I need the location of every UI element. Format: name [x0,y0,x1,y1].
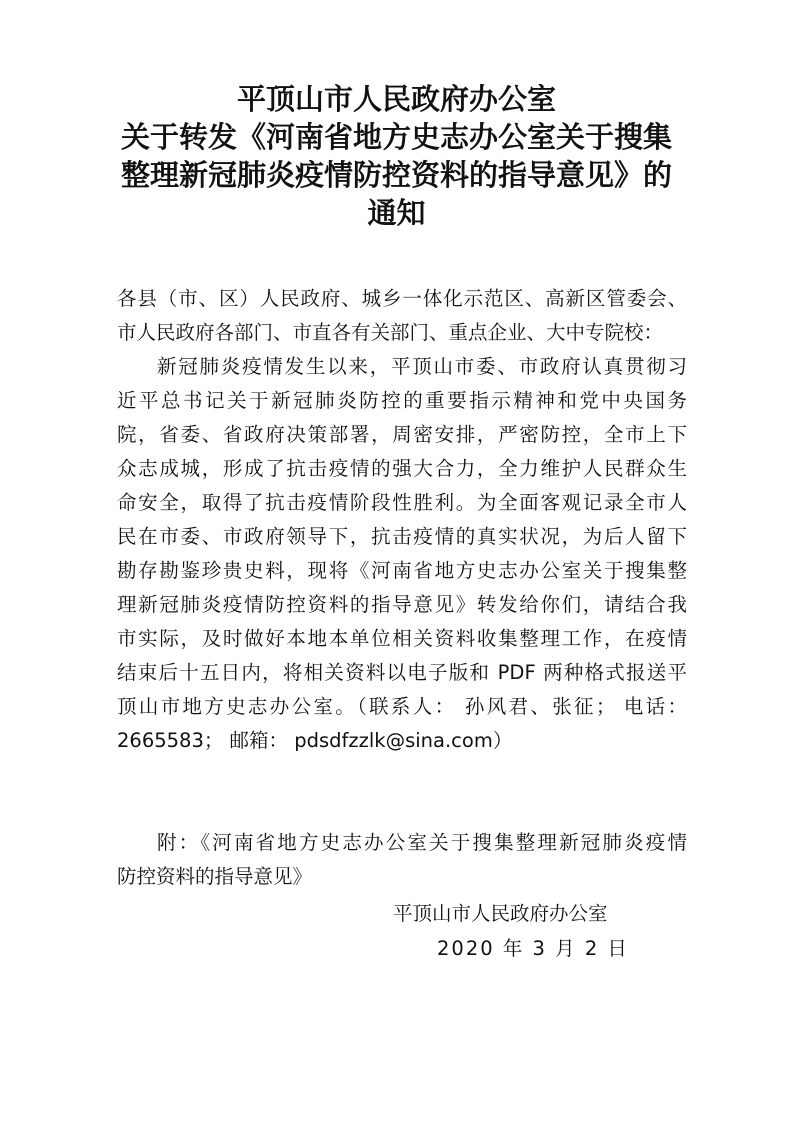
title-line: 关于转发《河南省地方史志办公室关于搜集 [120,120,672,154]
signature-org: 平顶山市人民政府办公室 [393,902,608,925]
title-line: 整理新冠肺炎疫情防控资料的指导意见》的 [120,158,672,192]
body-line: 命安全，取得了抗击疫情阶段性胜利。为全面客观记录全市人 [117,491,687,514]
attachment-line: 附：《河南省地方史志办公室关于搜集整理新冠肺炎疫情 [157,831,687,854]
body-line: 2665583； 邮箱： pdsdfzzlk@sina.com） [117,729,513,752]
signature-date: 2020 年 3 月 2 日 [437,937,629,960]
body-paragraph [117,350,687,758]
addressee-line: 各县（市、区）人民政府、城乡一体化示范区、高新区管委会、 [117,287,687,310]
body-line: 众志成城，形成了抗击疫情的强大合力，全力维护人民群众生 [117,457,687,480]
title-line: 通知 [367,196,426,230]
body-line: 近平总书记关于新冠肺炎防控的重要指示精神和党中央国务 [117,389,687,412]
body-line: 结束后十五日内，将相关资料以电子版和 PDF 两种格式报送平 [117,661,687,684]
attachment-note [117,826,687,894]
attachment-line: 防控资料的指导意见》 [117,865,313,888]
body-line: 院，省委、省政府决策部署，周密安排，严密防控，全市上下 [117,423,687,446]
title-line: 平顶山市人民政府办公室 [236,82,556,116]
body-line: 新冠肺炎疫情发生以来，平顶山市委、市政府认真贯彻习 [157,355,687,378]
body-line: 顶山市地方史志办公室。（联系人： 孙风君、张征； 电话： [117,695,687,718]
body-line: 理新冠肺炎疫情防控资料的指导意见》转发给你们，请结合我 [117,593,687,616]
body-line: 民在市委、市政府领导下，抗击疫情的真实状况，为后人留下 [117,525,687,548]
body-line: 勘存勘鉴珍贵史料，现将《河南省地方史志办公室关于搜集整 [117,559,687,582]
addressee-line: 市人民政府各部门、市直各有关部门、重点企业、大中专院校： [117,321,664,344]
addressee [117,282,687,350]
body-line: 市实际，及时做好本地本单位相关资料收集整理工作，在疫情 [117,627,687,650]
document-title [60,80,733,232]
